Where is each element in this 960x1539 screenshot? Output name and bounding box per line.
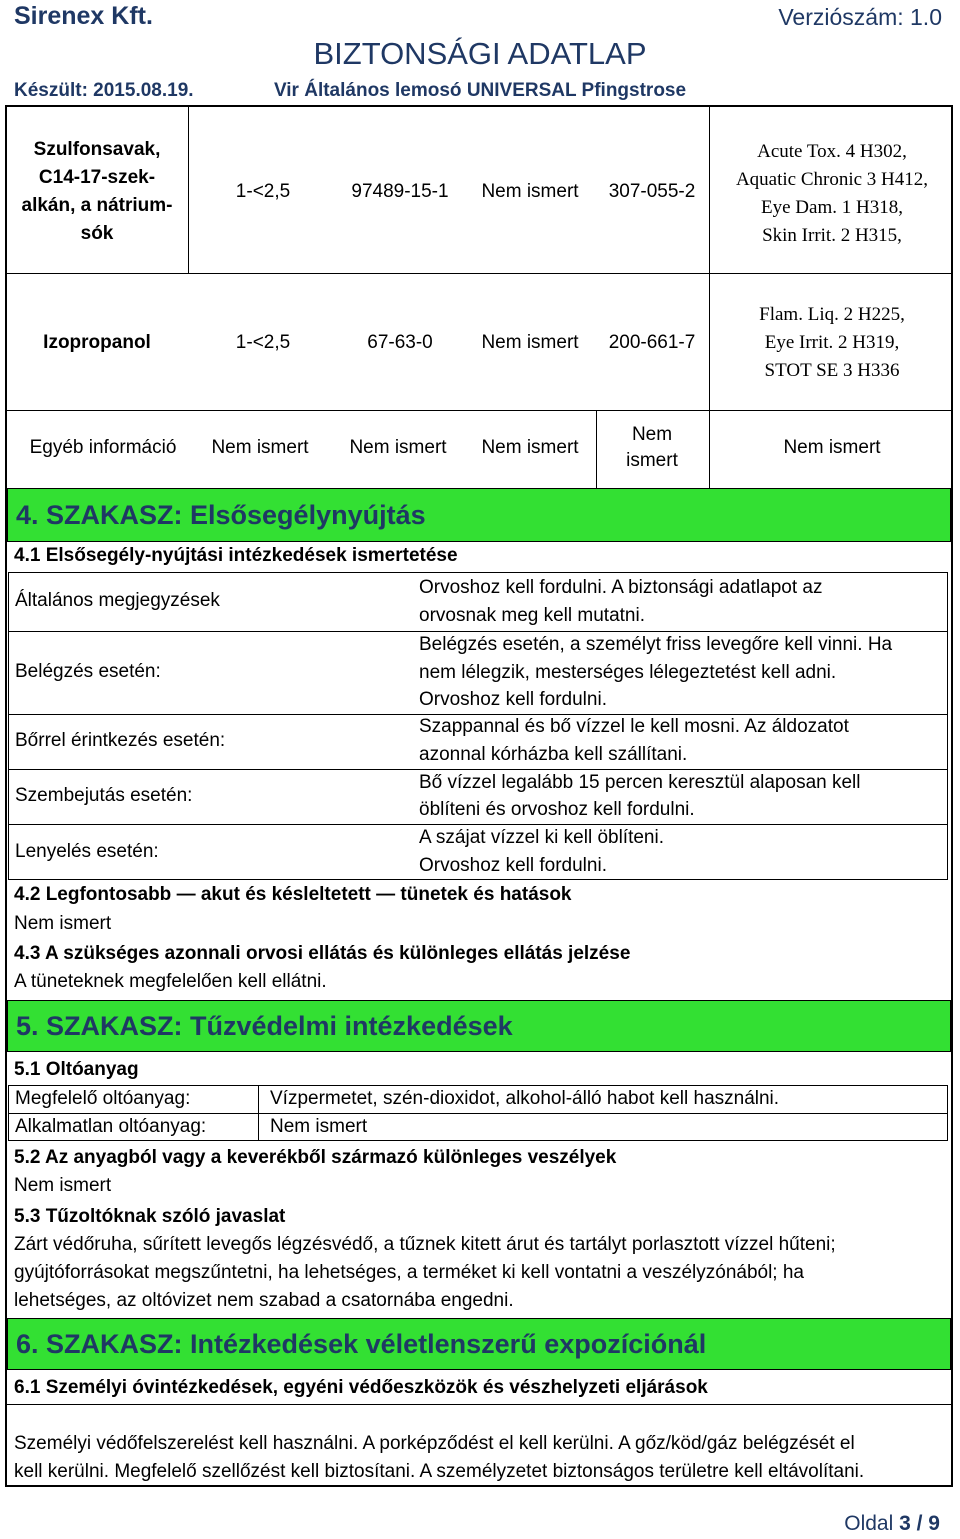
class-line: Eye Irrit. 2 H319, [764, 332, 900, 353]
subsection-5-2: 5.2 Az anyagból vagy a keverékből származó különleges veszélyek [14, 1147, 617, 1168]
classification-cell [712, 300, 952, 386]
table-col-divider [709, 411, 710, 488]
first-aid-text: öblíteni és orvoshoz kell fordulni. [419, 799, 695, 820]
table-row-divider [5, 410, 953, 411]
first-aid-text: Orvoshoz kell fordulni. [419, 689, 607, 710]
classification-cell: Nem ismert [783, 437, 881, 458]
subsection-4-3-text: A tüneteknek megfelelően kell ellátni. [14, 971, 327, 992]
first-aid-text: Bő vízzel legalább 15 percen keresztül alaposan kell [419, 772, 861, 793]
personal-precautions-line: kell kerülni. Megfelelő szellőzést kell biztosítani. A személyzetet biztonságos területre kell eltávolítani. [14, 1461, 865, 1482]
suitable-media-label: Megfelelő oltóanyag: [15, 1088, 191, 1109]
company-name: Sirenex Kft. [14, 2, 153, 30]
first-aid-label: Bőrrel érintkezés esetén: [15, 730, 226, 751]
first-aid-text: orvosnak meg kell mutatni. [419, 605, 645, 626]
unsuitable-media-value: Nem ismert [270, 1116, 368, 1137]
subsection-6-1: 6.1 Személyi óvintézkedések, egyéni védőeszközök és vészhelyzeti eljárások [14, 1377, 708, 1398]
ec-cell: 307-055-2 [608, 181, 696, 202]
ec-line: Nem [631, 424, 673, 445]
ec-cell: 200-661-7 [608, 332, 696, 353]
class-line: Flam. Liq. 2 H225, [759, 304, 905, 325]
section-6-divider [7, 1404, 951, 1405]
document-title: BIZTONSÁGI ADATLAP [313, 36, 647, 71]
table-col-divider [709, 105, 710, 274]
first-aid-label: Általános megjegyzések [15, 590, 220, 611]
suitable-media-value: Vízpermetet, szén-dioxidot, alkohol-álló habot kell használni. [270, 1088, 780, 1109]
name-line: sók [80, 223, 114, 244]
table-col-divider [596, 411, 597, 488]
index-cell: Nem ismert [481, 437, 579, 458]
first-aid-label: Lenyelés esetén: [15, 841, 159, 862]
subsection-4-2: 4.2 Legfontosabb — akut és késleltetett — tünetek és hatások [14, 884, 572, 905]
first-aid-text: Belégzés esetén, a személyt friss levegőre kell vinni. Ha [419, 634, 893, 655]
name-line: alkán, a nátrium- [21, 195, 173, 216]
first-aid-text: A szájat vízzel ki kell öblíteni. [419, 827, 664, 848]
section-4-header: 4. SZAKASZ: Elsősegélynyújtás [7, 488, 951, 542]
index-cell: Nem ismert [481, 181, 579, 202]
section-5-header: 5. SZAKASZ: Tűzvédelmi intézkedések [7, 1000, 951, 1052]
table-row-name: Izopropanol [43, 332, 151, 353]
class-line: Eye Dam. 1 H318, [761, 197, 903, 218]
index-cell: Nem ismert [481, 332, 579, 353]
section-6-header: 6. SZAKASZ: Intézkedések véletlenszerű expozíciónál [7, 1318, 951, 1370]
class-line: Skin Irrit. 2 H315, [762, 225, 902, 246]
table-row-name [8, 130, 186, 254]
first-aid-text: azonnal kórházba kell szállítani. [419, 744, 688, 765]
first-aid-text: Orvoshoz kell fordulni. A biztonsági adatlapot az [419, 577, 823, 598]
subsection-4-3: 4.3 A szükséges azonnali orvosi ellátás és különleges ellátás jelzése [14, 943, 631, 964]
table-row-divider [5, 273, 953, 274]
subsection-5-3: 5.3 Tűzoltóknak szóló javaslat [14, 1206, 286, 1227]
personal-precautions-line: Személyi védőfelszerelést kell használni. A porképződést el kell kerülni. A gőz/köd/gáz belégzését el [14, 1433, 855, 1454]
firefighter-advice-line: gyújtóforrásokat megszűntetni, ha lehetséges, a terméket ki kell vontatni a veszélyzónából; ha [14, 1262, 804, 1283]
page-label: Oldal [844, 1512, 894, 1535]
cas-cell: Nem ismert [349, 437, 447, 458]
page-number [844, 1512, 940, 1536]
creation-date: Készült: 2015.08.19. [14, 80, 194, 101]
extinguishing-col-divider [258, 1085, 259, 1141]
subsection-4-2-text: Nem ismert [14, 913, 112, 934]
name-line: Szulfonsavak, [33, 139, 161, 160]
ec-cell [598, 420, 706, 476]
concentration-cell: 1-<2,5 [235, 181, 291, 202]
subsection-5-2-text: Nem ismert [14, 1175, 112, 1196]
version-number: Verziószám: 1.0 [778, 4, 942, 30]
name-line: C14-17-szek- [38, 167, 156, 188]
concentration-cell: Nem ismert [211, 437, 309, 458]
product-name: Vir Általános lemosó UNIVERSAL Pfingstrose [273, 80, 687, 101]
table-col-divider [188, 105, 189, 274]
first-aid-text: Orvoshoz kell fordulni. [419, 855, 607, 876]
cas-cell: 67-63-0 [367, 332, 433, 353]
firefighter-advice-line: Zárt védőruha, sűrített levegős légzésvédő, a tűznek kitett árut és tartályt porlasztott vízzel hűteni; [14, 1234, 836, 1255]
concentration-cell: 1-<2,5 [235, 332, 291, 353]
first-aid-text: nem lélegzik, mesterséges lélegeztetést kell adni. [419, 662, 837, 683]
first-aid-label: Szembejutás esetén: [15, 785, 193, 806]
firefighter-advice-line: lehetséges, az oltóvizet nem szabad a csatornába engedni. [14, 1290, 514, 1311]
ec-line: ismert [626, 450, 678, 471]
first-aid-text: Szappannal és bő vízzel le kell mosni. Az áldozatot [419, 716, 849, 737]
table-row-name: Egyéb információ [29, 437, 177, 458]
subsection-5-1: 5.1 Oltóanyag [14, 1059, 139, 1080]
class-line: Aquatic Chronic 3 H412, [735, 169, 929, 190]
table-col-divider [709, 274, 710, 411]
classification-cell [712, 138, 952, 250]
class-line: Acute Tox. 4 H302, [757, 141, 907, 162]
subsection-4-1: 4.1 Elsősegély-nyújtási intézkedések ismertetése [14, 545, 458, 566]
unsuitable-media-label: Alkalmatlan oltóanyag: [15, 1116, 207, 1137]
class-line: STOT SE 3 H336 [764, 360, 900, 381]
page-value: 3 / 9 [899, 1512, 940, 1535]
first-aid-label: Belégzés esetén: [15, 661, 161, 682]
cas-cell: 97489-15-1 [351, 181, 449, 202]
